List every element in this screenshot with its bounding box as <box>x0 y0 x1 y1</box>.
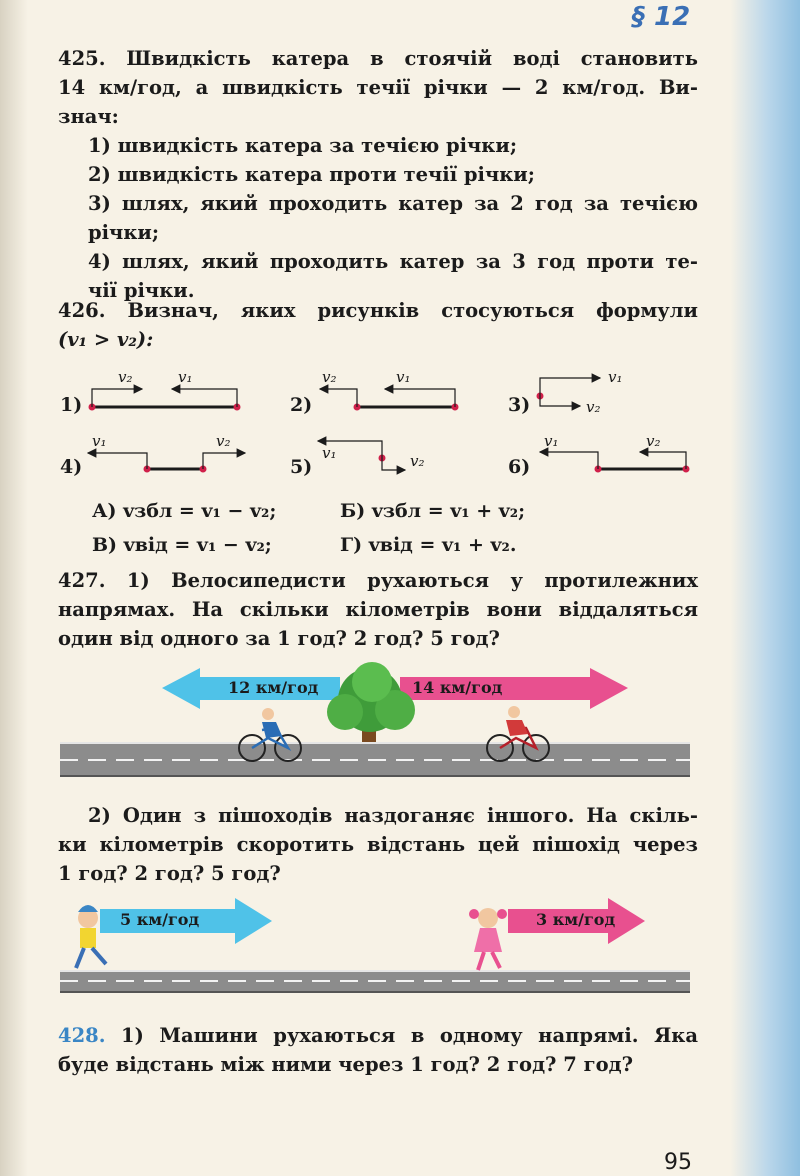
formula-c: В) vвід = v₁ − v₂; <box>92 534 272 556</box>
d4-v1: v₁ <box>92 432 107 450</box>
task-428-text-1: 1) Машини рухаються в одному напрямі. Яка <box>121 1024 698 1047</box>
d6-v2: v₂ <box>646 432 661 450</box>
d1-v2: v₂ <box>118 368 133 386</box>
task-428-line-2: буде відстань між ними через 1 год? 2 год? 7 год? <box>58 1053 634 1076</box>
formula-d: Г) vвід = v₁ + v₂. <box>340 534 517 556</box>
task-427-part2-line-3: 1 год? 2 год? 5 год? <box>58 862 281 885</box>
task-425-item-4-cont: чії річки. <box>88 279 195 302</box>
task-427-part2-line-2: ки кілометрів скоротить відстань цей пішохід через <box>58 833 698 856</box>
task-425-item-3: 3) шлях, який проходить катер за 2 год за течією <box>88 192 698 215</box>
d3-v2: v₂ <box>586 398 601 416</box>
diagram-5-label: 5) <box>290 456 313 478</box>
speed-right-label: 14 км/год <box>412 678 503 697</box>
speed-left-label: 12 км/год <box>228 678 319 697</box>
task-425-item-1: 1) швидкість катера за течією річки; <box>88 134 518 157</box>
d1-v1: v₁ <box>178 368 193 386</box>
task-426-number: 426. <box>58 299 106 322</box>
d5-v2: v₂ <box>410 452 425 470</box>
task-427-text-1: 1) Велосипедисти рухаються у протилежних <box>126 569 699 592</box>
task-425-number: 425. <box>58 47 106 70</box>
task-425-item-4: 4) шлях, який проходить катер за 3 год проти те- <box>88 250 698 273</box>
diagram-3-label: 3) <box>508 394 531 416</box>
d5-v1: v₁ <box>322 444 337 462</box>
task-427-number: 427. <box>58 569 106 592</box>
d4-v2: v₂ <box>216 432 231 450</box>
task-427-part2-line-1: 2) Один з пішоходів наздоганяє іншого. На скіль- <box>88 804 698 827</box>
task-425-item-2: 2) швидкість катера проти течії річки; <box>88 163 535 186</box>
task-426-text-1: Визнач, яких рисунків стосуються формули <box>127 299 698 322</box>
d2-v1: v₁ <box>396 368 411 386</box>
speed-walker2-label: 3 км/год <box>536 910 616 929</box>
task-425-text-1: Швидкість катера в стоячій воді становить <box>126 47 698 70</box>
formula-a: А) vзбл = v₁ − v₂; <box>92 500 277 522</box>
task-428 <box>58 1021 698 1079</box>
d2-v2: v₂ <box>322 368 337 386</box>
task-425-line-3: знач: <box>58 105 119 128</box>
task-427-line-2: напрямах. На скільки кілометрів вони віддаляться <box>58 598 698 621</box>
speed-walker1-label: 5 км/год <box>120 910 200 929</box>
page-number: 95 <box>664 1150 692 1175</box>
diagram-1-label: 1) <box>60 394 83 416</box>
d6-v1: v₁ <box>544 432 559 450</box>
diagram-2-label: 2) <box>290 394 313 416</box>
paragraph-mark: § 12 <box>632 2 691 32</box>
task-427-line-3: один від одного за 1 год? 2 год? 5 год? <box>58 627 500 650</box>
task-428-line-1 <box>58 1021 698 1050</box>
task-426-line-2: (v₁ > v₂): <box>58 328 154 351</box>
task-428-number: 428. <box>58 1024 106 1047</box>
formula-b: Б) vзбл = v₁ + v₂; <box>340 500 526 522</box>
diagram-4-label: 4) <box>60 456 83 478</box>
d3-v1: v₁ <box>608 368 623 386</box>
diagram-6-label: 6) <box>508 456 531 478</box>
task-425-item-3-cont: річки; <box>88 221 160 244</box>
task-425-line-2: 14 км/год, а швидкість течії річки — 2 км/год. Ви- <box>58 76 698 99</box>
walker-girl-icon <box>469 908 507 970</box>
